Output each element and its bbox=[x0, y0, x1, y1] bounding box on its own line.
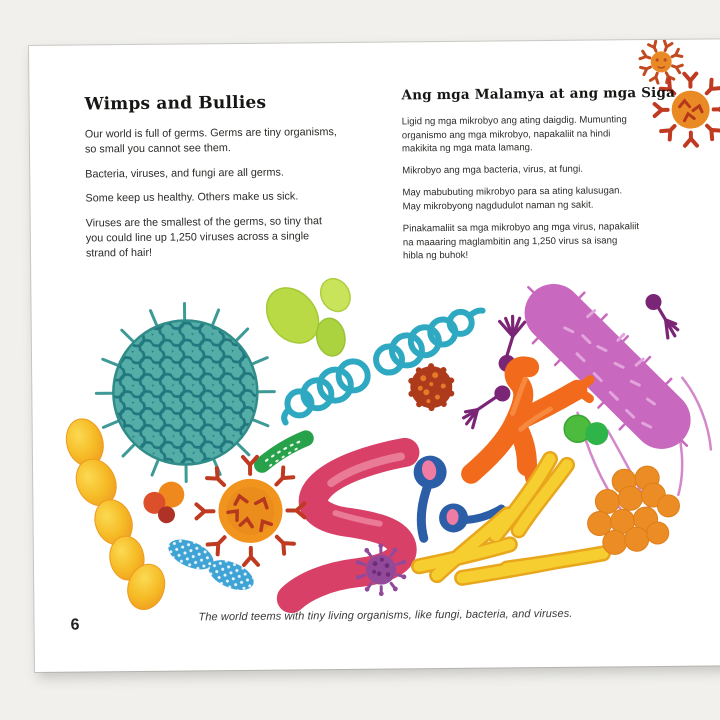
filipino-paragraph: Ligid ng mga mikrobyo ang ating daigdig. Mumunting organismo ang mga mikrobyo, napakaliit na hindi makikita ng mga mata lamang. bbox=[401, 114, 627, 155]
germ-teal-fungus-ball bbox=[95, 303, 275, 483]
germ-green-bacillus bbox=[262, 438, 306, 465]
germ-lime-yeast-blobs bbox=[256, 273, 357, 359]
filipino-paragraph: Mikrobyo ang mga bacteria, virus, at fungi. bbox=[402, 164, 584, 177]
english-paragraph: Our world is full of germs. Germs are tiny organisms, so small you cannot see them. bbox=[84, 126, 337, 156]
english-paragraph: Viruses are the smallest of the germs, so tiny that you could line up 1,250 viruses across a single strand of hair! bbox=[85, 215, 323, 260]
english-paragraph: Some keep us healthy. Others make us sick. bbox=[85, 190, 299, 205]
filipino-paragraph: May mabubuting mikrobyo para sa ating kalusugan. May mikrobyong nagdudulot naman ng sakit. bbox=[402, 185, 623, 213]
illustration-caption: The world teems with tiny living organisms, like fungi, bacteria, and viruses. bbox=[198, 607, 573, 624]
germ-orange-spiky-virus bbox=[196, 456, 305, 565]
english-column bbox=[84, 92, 386, 272]
corner-virus-small-icon bbox=[640, 41, 683, 84]
english-paragraph: Bacteria, viruses, and fungi are all germs. bbox=[85, 166, 284, 181]
section-title-english: Wimps and Bullies bbox=[84, 92, 267, 115]
page-number: 6 bbox=[70, 616, 80, 634]
book-page bbox=[29, 39, 720, 672]
germ-cocci-trio bbox=[143, 482, 184, 524]
germ-maroon-dotted-virus bbox=[407, 363, 455, 411]
section-title-filipino: Ang mga Malamya at ang mga Siga bbox=[401, 84, 676, 104]
filipino-paragraph: Pinakamaliit sa mga mikrobyo ang mga virus, napakaliit na maaaring maglambitin ang 1,250 virus sa isang hibla ng buhok! bbox=[402, 221, 640, 262]
filipino-column bbox=[401, 85, 681, 272]
